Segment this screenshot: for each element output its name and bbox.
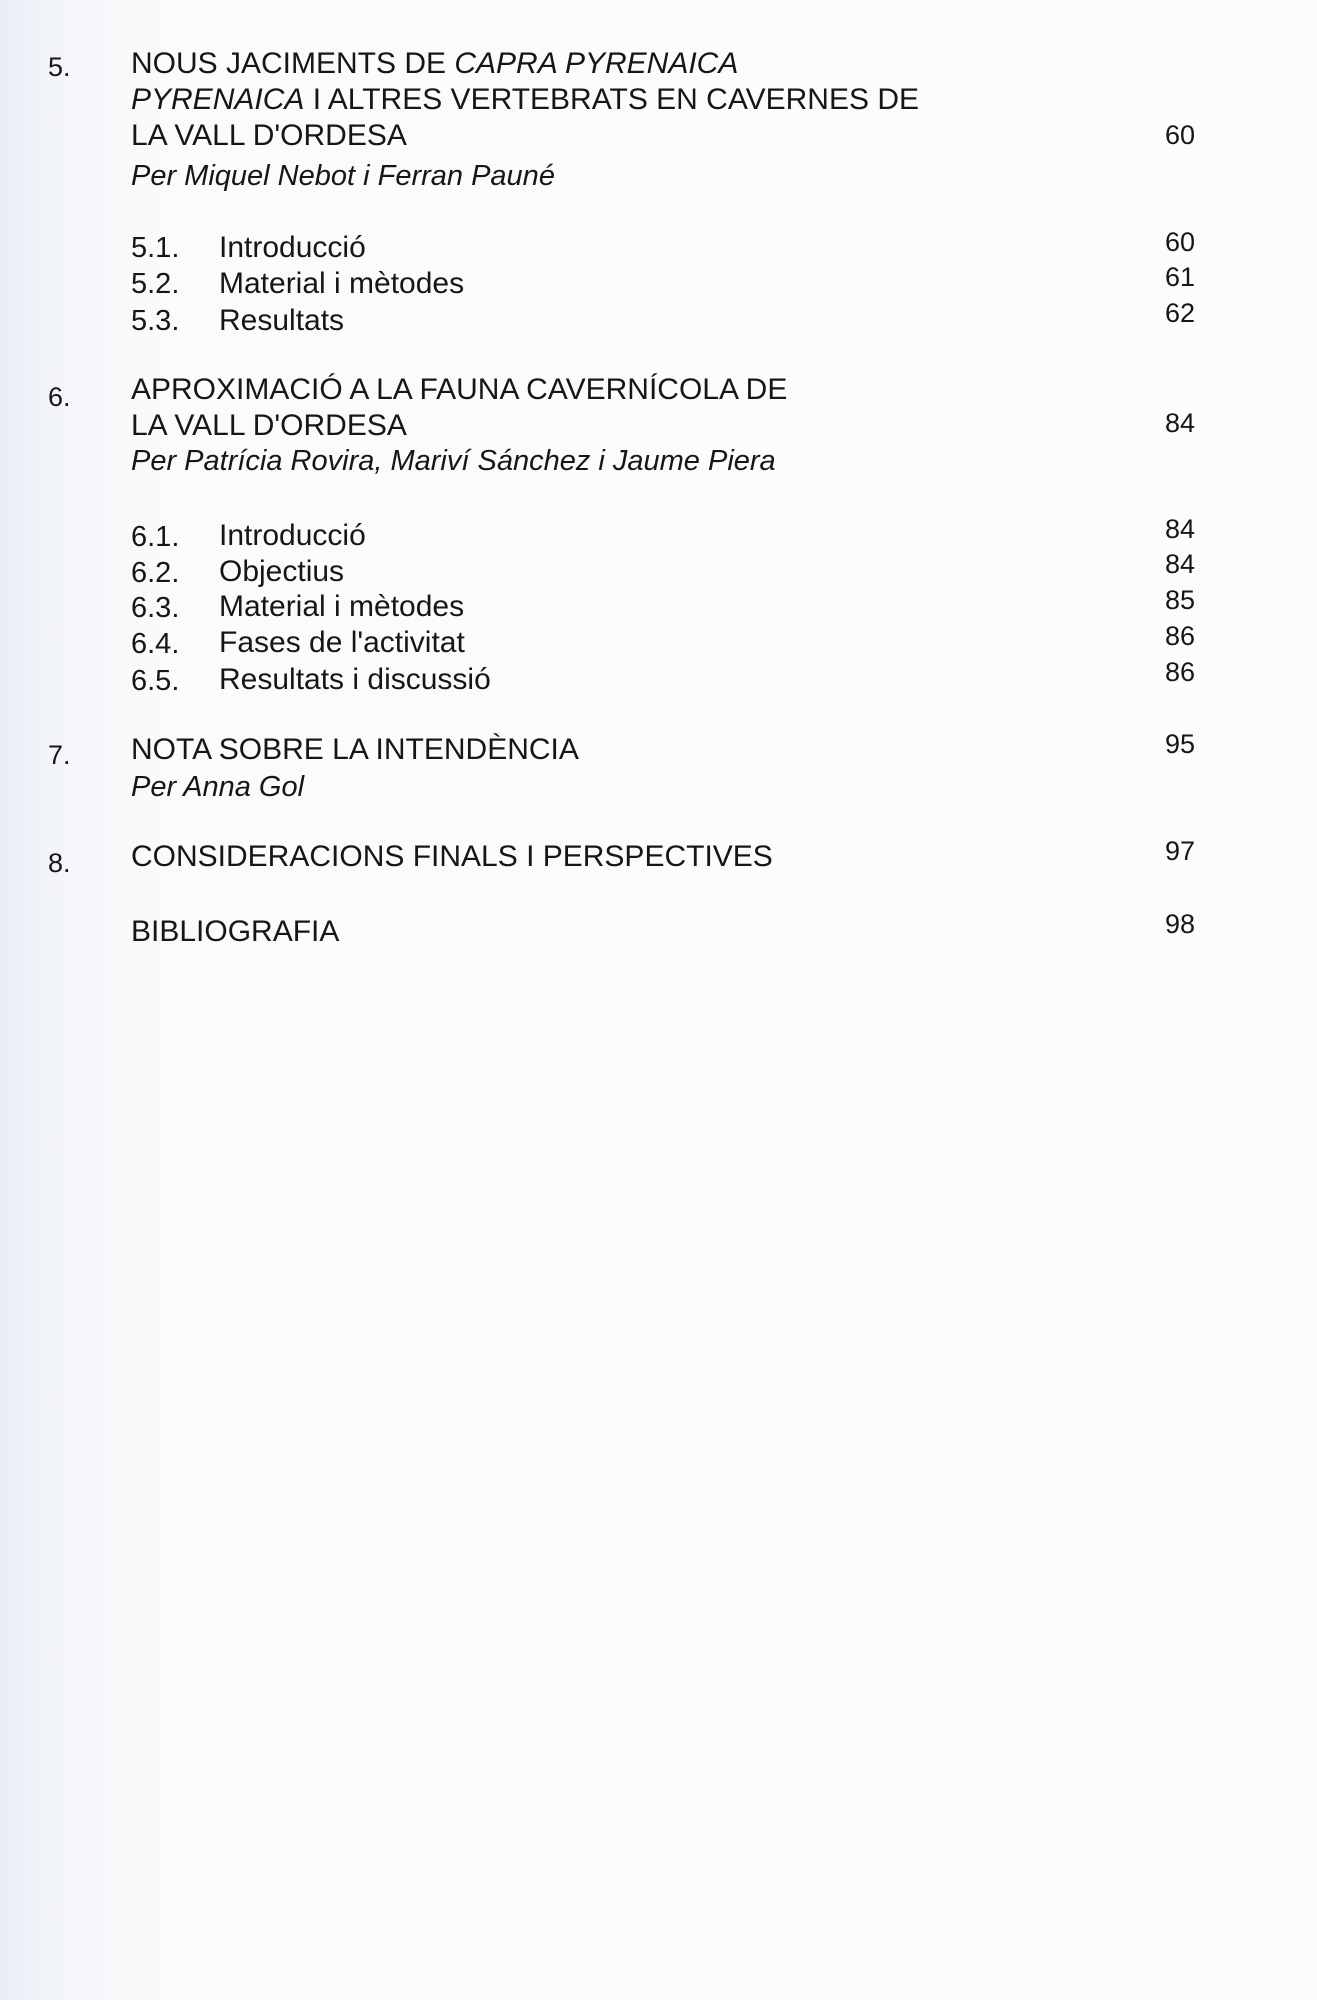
subsection-6-4-title: Fases de l'activitat xyxy=(219,626,465,659)
subsection-6-4-page: 86 xyxy=(1164,621,1195,651)
section-5-title-line-2-rest: I ALTRES VERTEBRATS EN CAVERNES DE xyxy=(304,83,919,116)
section-5-title xyxy=(131,46,1081,154)
section-5-title-line-3: LA VALL D'ORDESA xyxy=(131,119,407,152)
section-5-title-line-1-italic: CAPRA PYRENAICA xyxy=(454,47,739,80)
section-5-title-line-1 xyxy=(131,46,1081,82)
subsection-6-1-title: Introducció xyxy=(219,519,366,552)
section-6-title xyxy=(131,372,1081,444)
section-8-page: 97 xyxy=(1164,836,1195,866)
section-5-title-line-1-prefix: NOUS JACIMENTS DE xyxy=(131,47,455,80)
section-6-title-line-1: APROXIMACIÓ A LA FAUNA CAVERNÍCOLA DE xyxy=(131,373,788,406)
section-6-title-line-2: LA VALL D'ORDESA xyxy=(131,409,407,442)
section-8-number: 8. xyxy=(48,848,71,878)
subsection-6-2-title: Objectius xyxy=(219,555,345,588)
section-5-number: 5. xyxy=(48,52,71,82)
section-5-title-line-2 xyxy=(131,82,1081,118)
section-8-title: CONSIDERACIONS FINALS I PERSPECTIVES xyxy=(131,840,773,873)
subsection-6-2-number: 6.2. xyxy=(131,557,180,589)
subsection-6-5-page: 86 xyxy=(1164,657,1195,687)
section-5-page: 60 xyxy=(1164,120,1195,150)
subsection-6-2-page: 84 xyxy=(1164,549,1195,579)
subsection-6-3-title: Material i mètodes xyxy=(219,590,465,623)
section-7-number: 7. xyxy=(48,740,71,770)
section-7-author: Per Anna Gol xyxy=(131,771,305,803)
subsection-5-3-number: 5.3. xyxy=(131,305,180,337)
section-5-title-line-2-italic: PYRENAICA xyxy=(131,83,305,116)
subsection-5-2-title: Material i mètodes xyxy=(219,267,465,300)
subsection-5-2-number: 5.2. xyxy=(131,268,180,300)
section-6-number: 6. xyxy=(48,382,71,412)
section-6-author: Per Patrícia Rovira, Mariví Sánchez i Jaume Piera xyxy=(131,445,776,477)
subsection-5-1-page: 60 xyxy=(1164,227,1195,257)
subsection-5-3-page: 62 xyxy=(1164,298,1195,328)
subsection-6-1-number: 6.1. xyxy=(131,521,180,553)
subsection-6-3-number: 6.3. xyxy=(131,592,180,624)
subsection-5-1-title: Introducció xyxy=(219,231,366,264)
subsection-6-5-number: 6.5. xyxy=(131,665,180,697)
subsection-5-1-number: 5.1. xyxy=(131,232,180,264)
section-7-title: NOTA SOBRE LA INTENDÈNCIA xyxy=(131,733,579,766)
subsection-6-1-page: 84 xyxy=(1164,514,1195,544)
bibliography-title: BIBLIOGRAFIA xyxy=(131,915,340,948)
subsection-6-4-number: 6.4. xyxy=(131,628,180,660)
section-6-page: 84 xyxy=(1164,408,1195,438)
bibliography-page: 98 xyxy=(1164,909,1195,939)
subsection-5-2-page: 61 xyxy=(1164,262,1195,292)
subsection-6-3-page: 85 xyxy=(1164,585,1195,615)
section-7-page: 95 xyxy=(1164,729,1195,759)
section-5-author: Per Miquel Nebot i Ferran Pauné xyxy=(131,160,555,192)
subsection-5-3-title: Resultats xyxy=(219,304,345,337)
subsection-6-5-title: Resultats i discussió xyxy=(219,663,491,696)
